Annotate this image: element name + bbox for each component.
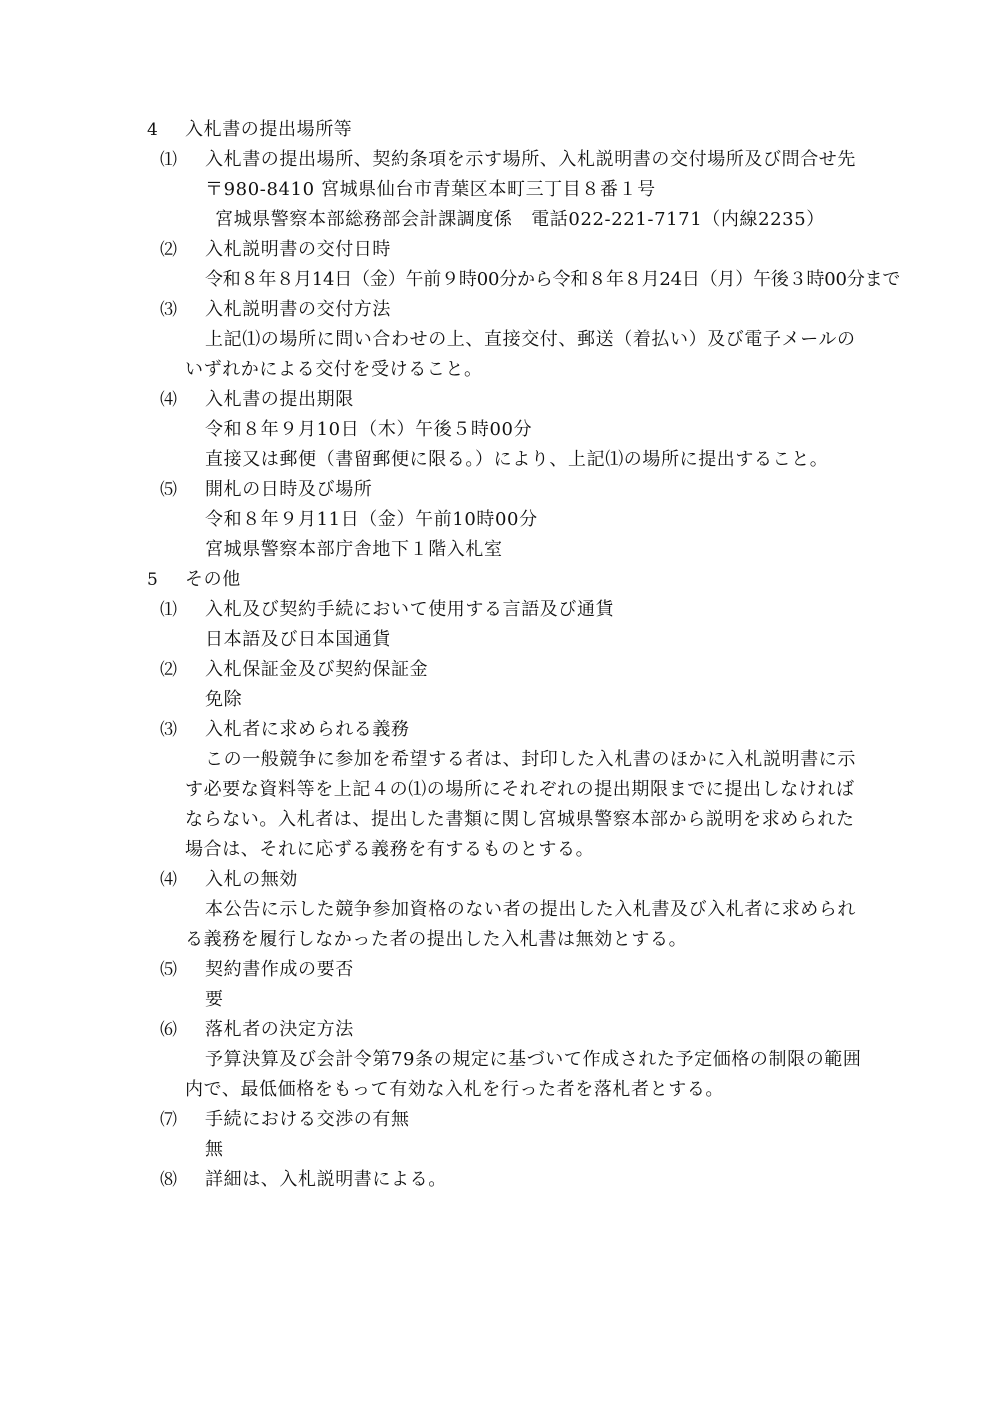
item-5-7-number: ⑺ (160, 1110, 177, 1130)
item-4-1-number: ⑴ (160, 150, 177, 170)
section-4-heading: 入札書の提出場所等 (185, 119, 353, 140)
item-4-2-title: 入札説明書の交付日時 (205, 239, 391, 260)
item-4-5-number: ⑸ (160, 480, 177, 500)
item-5-3-line-1: この一般競争に参加を希望する者は、封印した入札書のほかに入札説明書に示 (205, 749, 856, 770)
item-5-2-number: ⑵ (160, 660, 177, 680)
item-4-5-line-1: 令和８年９月11日（金）午前10時00分 (205, 509, 538, 530)
item-5-5-line-1: 要 (205, 989, 224, 1010)
item-5-8-number: ⑻ (160, 1170, 177, 1190)
item-4-4-line-2: 直接又は郵便（書留郵便に限る。）により、上記⑴の場所に提出すること。 (205, 449, 829, 470)
item-5-3-line-2: す必要な資料等を上記４の⑴の場所にそれぞれの提出期限までに提出しなければ (185, 779, 855, 800)
item-5-1-line-1: 日本語及び日本国通貨 (205, 629, 391, 650)
item-4-5-title: 開札の日時及び場所 (205, 479, 373, 500)
item-5-3-line-3: ならない。入札者は、提出した書類に関し宮城県警察本部から説明を求められた (185, 809, 855, 830)
item-5-5-title: 契約書作成の要否 (205, 959, 354, 980)
item-5-6-number: ⑹ (160, 1020, 177, 1040)
item-5-3-line-4: 場合は、それに応ずる義務を有するものとする。 (185, 839, 595, 860)
item-5-6-line-2: 内で、最低価格をもって有効な入札を行った者を落札者とする。 (185, 1079, 725, 1100)
item-4-3-number: ⑶ (160, 300, 177, 320)
item-5-2-line-1: 免除 (205, 689, 243, 710)
item-5-4-line-1: 本公告に示した競争参加資格のない者の提出した入札書及び入札者に求められ (205, 899, 856, 920)
item-5-1-number: ⑴ (160, 600, 177, 620)
item-5-3-title: 入札者に求められる義務 (205, 719, 410, 740)
item-5-5-number: ⑸ (160, 960, 177, 980)
item-5-1-title: 入札及び契約手続において使用する言語及び通貨 (205, 599, 615, 620)
item-5-4-title: 入札の無効 (205, 869, 298, 890)
item-4-3-line-2: いずれかによる交付を受けること。 (185, 359, 483, 380)
section-4-number: 4 (147, 120, 158, 140)
item-5-2-title: 入札保証金及び契約保証金 (205, 659, 429, 680)
section-5-number: 5 (147, 570, 158, 590)
item-5-4-number: ⑷ (160, 870, 177, 890)
item-4-4-line-1: 令和８年９月10日（木）午後５時00分 (205, 419, 533, 440)
item-5-6-title: 落札者の決定方法 (205, 1019, 354, 1040)
item-4-1-line-1: 〒980-8410 宮城県仙台市青葉区本町三丁目８番１号 (205, 179, 656, 200)
item-4-3-title: 入札説明書の交付方法 (205, 299, 391, 320)
item-5-8-title: 詳細は、入札説明書による。 (205, 1169, 447, 1190)
item-5-6-line-1: 予算決算及び会計令第79条の規定に基づいて作成された予定価格の制限の範囲 (205, 1049, 862, 1070)
item-4-4-title: 入札書の提出期限 (205, 389, 354, 410)
item-5-7-title: 手続における交渉の有無 (205, 1109, 410, 1130)
item-5-7-line-1: 無 (205, 1139, 224, 1160)
item-5-4-line-2: る義務を履行しなかった者の提出した入札書は無効とする。 (185, 929, 688, 950)
item-4-1-title: 入札書の提出場所、契約条項を示す場所、入札説明書の交付場所及び問合せ先 (205, 149, 856, 170)
item-4-1-line-2: 宮城県警察本部総務部会計課調度係 電話022-221-7171（内線2235） (215, 209, 825, 230)
item-4-3-line-1: 上記⑴の場所に問い合わせの上、直接交付、郵送（着払い）及び電子メールの (205, 329, 856, 350)
item-4-2-line-1: 令和８年８月14日（金）午前９時00分から令和８年８月24日（月）午後３時00分まで (205, 269, 901, 290)
item-4-4-number: ⑷ (160, 390, 177, 410)
item-5-3-number: ⑶ (160, 720, 177, 740)
item-4-5-line-2: 宮城県警察本部庁舎地下１階入札室 (205, 539, 503, 560)
section-5-heading: その他 (185, 569, 241, 590)
item-4-2-number: ⑵ (160, 240, 177, 260)
